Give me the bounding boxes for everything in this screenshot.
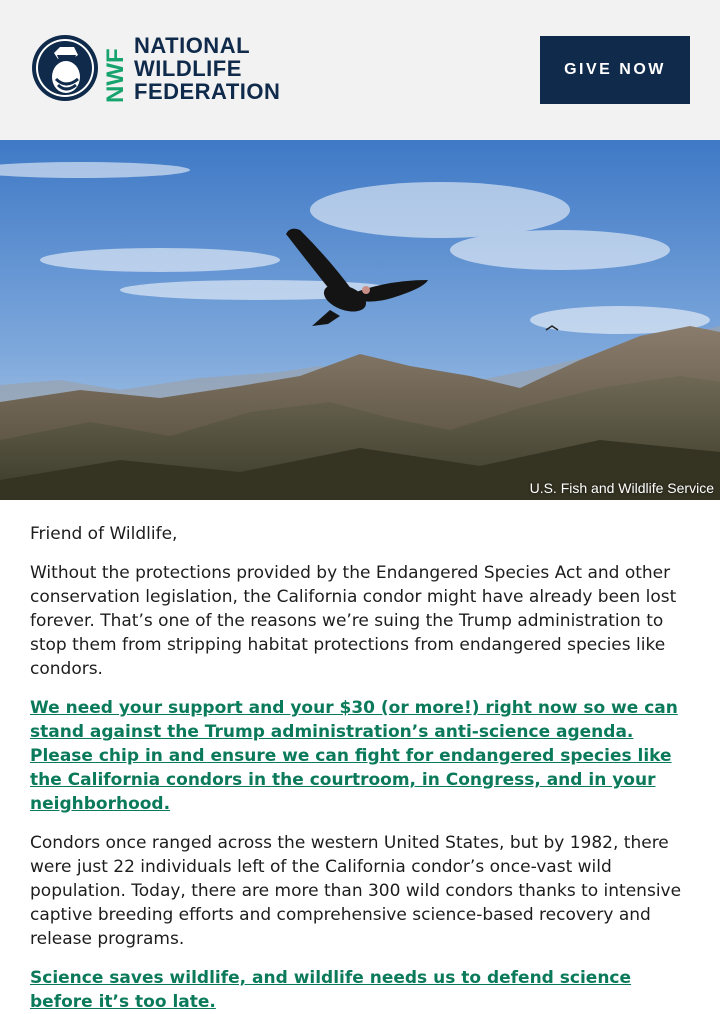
condor-history-paragraph: Condors once ranged across the western United States, but by 1982, there were just 22 individuals left of the California condor’s once-vast wild population. Today, there are more than 300 wild condors thanks to intensive captive breeding efforts and comprehensive science-based recovery and release programs. [30,833,682,949]
nwf-logo[interactable] [30,33,280,103]
donate-link-paragraph [30,696,690,816]
donate-link[interactable]: We need your support and your $30 (or more!) right now so we can stand against the Trump administration’s anti-science agenda. Please chip in and ensure we can fight for endangered species like the California condors in the courtroom, in Congress, and in your neighborhood. [30,698,678,814]
nwf-vertical-mark [102,33,129,103]
logo-line-3: FEDERATION [134,78,281,104]
logo-line-2: WILDLIFE [134,55,242,81]
science-link[interactable]: Science saves wildlife, and wildlife needs us to defend science before it’s too late. [30,968,632,1012]
hero-image [0,140,720,500]
give-now-button[interactable]: GIVE NOW [540,36,690,104]
email-header [0,0,720,140]
condor-over-mountains-image [0,140,720,500]
logo-line-1: NATIONAL [134,32,251,58]
raccoon-badge-icon [30,33,100,103]
email-body [0,500,720,1014]
intro-paragraph: Without the protections provided by the Endangered Species Act and other conservation legislation, the California condor might have already been lost forever. That’s one of the reasons we’re suing the Trump administration to stop them from stripping habitat protections from endangered species like condors. [30,563,677,679]
logo-wordmark [134,34,280,103]
science-link-paragraph [30,966,690,1014]
greeting: Friend of Wildlife, [30,524,178,544]
photo-credit: U.S. Fish and Wildlife Service [529,480,714,496]
svg-text:NWF: NWF [102,48,129,103]
